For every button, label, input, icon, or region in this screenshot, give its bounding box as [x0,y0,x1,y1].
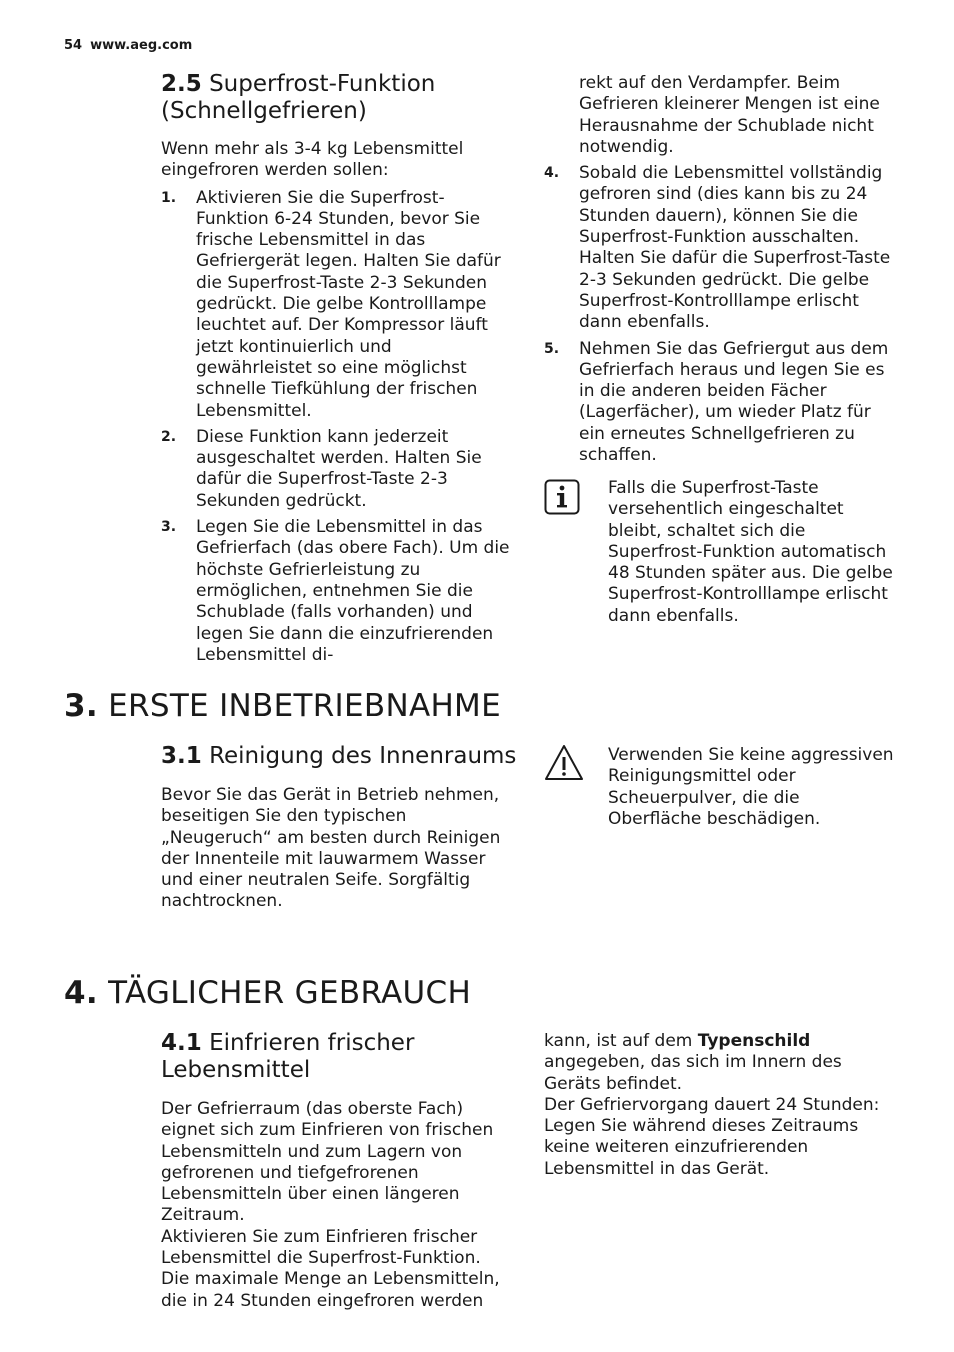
section-number: 2.5 [161,71,202,97]
section-intro: Wenn mehr als 3-4 kg Lebensmittel eingefroren werden sollen: [161,139,464,181]
step-text: Aktivieren Sie die Superfrost-Funktion 6-24 Stunden, bevor Sie frische Lebensmittel in das Gefriergerät legen. Halten Sie dafür die Superfrost-Taste 2-3 Sekunden gedrückt. Die gelbe Kontrolllampe leuchtet auf. Der Kompressor läuft jetzt kontinuierlich und gewährleistet so eine möglichst schnelle Tiefkühlung der frischen Lebensmittel. [196,187,501,421]
section-4-1-left-column [161,1099,511,1312]
step-text: Diese Funktion kann jederzeit ausgeschaltet werden. Halten Sie dafür die Superfrost-Taste 2-3 Sekunden gedrückt. [196,426,482,511]
step-3-continuation: rekt auf den Verdampfer. Beim Gefrieren kleinerer Mengen ist eine Herausnahme der Schublade nicht notwendig. [579,73,880,157]
paragraph [544,1031,896,1095]
section-title: Superfrost-Funktion (Schnellgefrieren) [161,71,436,124]
section-number: 4.1 [161,1030,202,1056]
chapter-title: TÄGLICHER GEBRAUCH [108,975,472,1011]
step-number: 5. [544,340,560,357]
list-item [161,517,511,666]
step-number: 1. [161,189,177,206]
chapter-number: 4. [64,975,98,1011]
chapter-number: 3. [64,688,98,724]
text-run: kann, ist auf dem [544,1031,698,1051]
chapter-heading-4 [64,975,471,1011]
list-item [161,427,511,512]
paragraph: Der Gefrierraum (das oberste Fach) eignet sich zum Einfrieren von frischen Lebensmitteln und zum Lagern von gefrorenen und tiefgefrorenen Lebensmitteln über einen längeren Zeitraum. [161,1099,494,1226]
list-item [544,163,896,333]
page-header [64,38,192,53]
header-url: www.aeg.com [90,38,193,53]
step-text: Nehmen Sie das Gefriergut aus dem Gefrierfach heraus und legen Sie es in die anderen beiden Fächer (Lagerfächer), um wieder Platz für ein erneutes Schnellgefrieren zu schaffen. [579,338,889,466]
steps-list [161,188,511,667]
section-number: 3.1 [161,743,202,769]
section-2-5-left-column [161,139,511,671]
step-number: 4. [544,165,560,182]
section-4-1-right-column [544,1031,896,1180]
info-icon [544,479,580,519]
section-2-5-right-column [544,73,896,471]
list-item [161,188,511,422]
chapter-title: ERSTE INBETRIEBNAHME [108,688,501,724]
steps-list-continued [544,163,896,466]
paragraph: Der Gefriervorgang dauert 24 Stunden: Legen Sie während dieses Zeitraums keine weiteren einzufrierenden Lebensmittel in das Gerät. [544,1094,880,1179]
page-number: 54 [64,38,83,53]
step-text: Legen Sie die Lebensmittel in das Gefrierfach (das obere Fach). Um die höchste Gefrierleistung zu ermöglichen, entnehmen Sie die Schublade (falls vorhanden) und legen Sie dann die einzufrierenden Lebensmittel di- [196,517,510,665]
step-text: Sobald die Lebensmittel vollständig gefroren sind (dies kann bis zu 24 Stunden dauern), können Sie die Superfrost-Funktion ausschalten. Halten Sie dafür die Superfrost-Taste 2-3 Sekunden gedrückt. Die gelbe Superfrost-Kontrolllampe erlischt dann ebenfalls. [579,163,891,333]
warning-note: Verwenden Sie keine aggressiven Reinigungsmittel oder Scheuerpulver, die die Oberfläche beschädigen. [608,745,894,829]
section-title: Reinigung des Innenraums [209,743,517,769]
text-run: angegeben, das sich im Innern des Geräts befindet. [544,1052,842,1094]
warning-icon [544,744,584,786]
paragraph: Aktivieren Sie zum Einfrieren frischer Lebensmittel die Superfrost-Funktion. [161,1226,481,1269]
chapter-heading-3 [64,688,501,724]
step-number: 3. [161,519,177,536]
section-heading-3-1 [161,743,521,770]
section-title: Einfrieren frischer Lebensmittel [161,1030,415,1083]
step-number: 2. [161,428,177,445]
info-note: Falls die Superfrost-Taste versehentlich eingeschaltet bleibt, schaltet sich die Superfrost-Funktion automatisch 48 Stunden später aus. Die gelbe Superfrost-Kontrolllampe erlischt dann ebenfalls. [608,478,893,626]
section-3-1-text: Bevor Sie das Gerät in Betrieb nehmen, beseitigen Sie den typischen „Neugeruch“ am besten durch Reinigen der Innenteile mit lauwarmem Wasser und einer neutralen Seife. Sorgfältig nachtrocknen. [161,785,501,912]
list-item [544,339,896,467]
paragraph: Die maximale Menge an Lebensmitteln, die in 24 Stunden eingefroren werden [161,1269,500,1311]
section-heading-2-5 [161,71,511,125]
section-heading-4-1 [161,1030,511,1084]
type-plate-term: Typenschild [697,1031,811,1051]
